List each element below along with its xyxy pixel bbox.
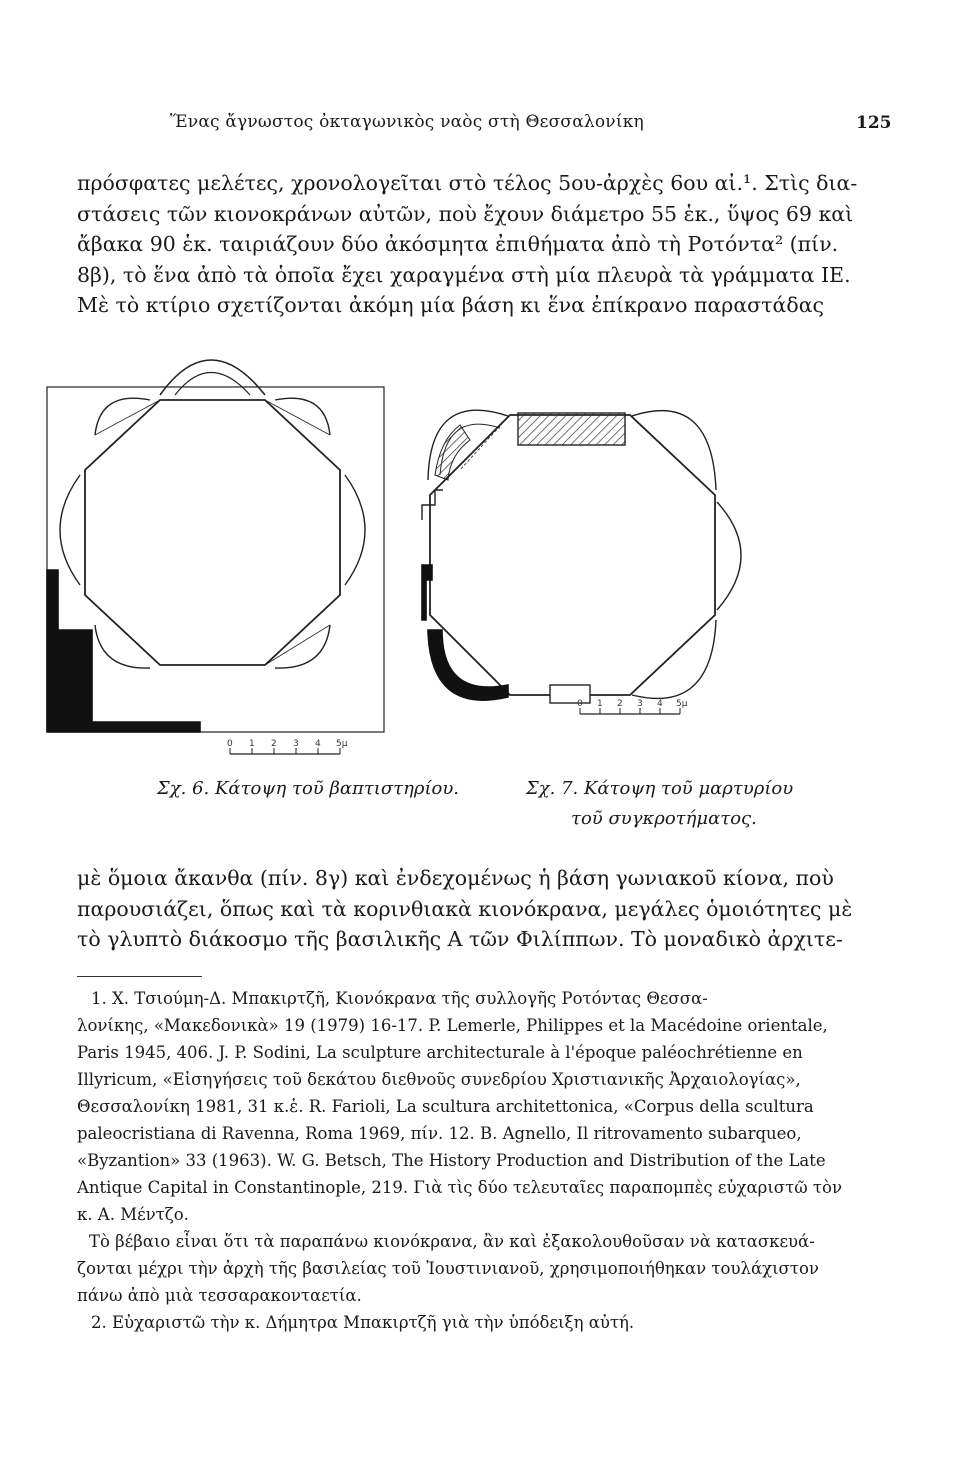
page-number: 125 <box>856 113 892 133</box>
text-line: παρουσιάζει, ὅπως καὶ τὰ κορινθιακὰ κιονόκρανα, μεγάλες ὁμοιότητες μὲ <box>77 896 853 921</box>
scale-tick-label: 2 <box>617 699 623 709</box>
footnote-line: κ. Α. Μέντζο. <box>77 1205 189 1224</box>
baptistery-apse-north-inner <box>175 373 250 396</box>
martyrium-niche-e <box>717 502 741 610</box>
text-line: μὲ ὅμοια ἄκανθα (πίν. 8γ) καὶ ἐνδεχομένως ἡ βάση γωνιακοῦ κίονα, ποὺ <box>77 866 834 890</box>
footnote-line: Θεσσαλονίκη 1981, 31 κ.ἑ. R. Farioli, La scultura architettonica, «Corpus della scultura <box>77 1097 814 1116</box>
martyrium-octagon-interior <box>430 415 715 695</box>
baptistery-apse-north <box>160 360 265 395</box>
baptistery-plan <box>47 360 384 732</box>
text-line: Μὲ τὸ κτίριο σχετίζονται ἀκόμη μία βάση κι ἕνα ἐπίκρανο παραστάδας <box>77 293 825 317</box>
footnotes <box>77 985 885 1336</box>
footnote-line: Illyricum, «Εἰσηγήσεις τοῦ δεκάτου διεθνοῦς συνεδρίου Χριστιανικῆς Ἀρχαιολογίας», <box>77 1070 801 1089</box>
baptistery-niche-w <box>60 475 80 585</box>
footnote-line: 1. Χ. Τσιούμη-Δ. Μπακιρτζῆ, Κιονόκρανα τῆς συλλογῆς Ροτόντας Θεσσα- <box>91 989 708 1008</box>
martyrium-south-door <box>550 685 590 703</box>
footnote-line: Τὸ βέβαιο εἶναι ὅτι τὰ παραπάνω κιονόκρανα, ἂν καὶ ἐξακολουθοῦσαν νὰ κατασκευά- <box>89 1232 815 1251</box>
floor-plans-svg <box>40 330 940 850</box>
text-line: πρόσφατες μελέτες, χρονολογεῖται στὸ τέλος 5ου-ἀρχὲς 6ου αἰ.¹. Στὶς δια- <box>77 171 858 195</box>
text-line: ἄβακα 90 ἑκ. ταιριάζουν δύο ἀκόσμητα ἐπιθήματα ἀπὸ τὴ Ροτόντα² (πίν. <box>77 232 839 256</box>
text-line: στάσεις τῶν κιονοκράνων αὐτῶν, ποὺ ἔχουν διάμετρο 55 ἑκ., ὕψος 69 καὶ <box>77 201 854 226</box>
scale-tick-label: 5μ <box>336 739 348 749</box>
scale-tick-label: 5μ <box>676 699 688 709</box>
running-head: Ἕνας ἄγνωστος ὀκταγωνικὸς ναὸς στὴ Θεσσαλονίκη <box>170 112 644 132</box>
footnote-separator <box>77 976 202 977</box>
body-paragraph-top <box>77 168 885 321</box>
scale-tick-label: 4 <box>315 739 321 749</box>
baptistery-niche-e <box>345 475 365 585</box>
floor-plan-figure <box>40 330 940 850</box>
baptistery-octagon-interior <box>85 400 340 665</box>
scale-tick-label: 3 <box>293 739 299 749</box>
scale-tick-label: 0 <box>227 739 233 749</box>
martyrium-scale-bar <box>577 699 688 714</box>
text-line: τὸ γλυπτὸ διάκοσμο τῆς βασιλικῆς Α τῶν Φιλίππων. Τὸ μοναδικὸ ἀρχιτε- <box>77 927 843 951</box>
footnote-line: paleocristiana di Ravenna, Roma 1969, πίν. 12. B. Agnello, Il ritrovamento subarqueo, <box>77 1124 802 1143</box>
scale-tick-label: 0 <box>577 699 583 709</box>
footnote-line: πάνω ἀπὸ μιὰ τεσσαρακονταετία. <box>77 1286 362 1305</box>
figure-caption-right-continued: τοῦ συγκροτήματος. <box>571 808 757 829</box>
scale-tick-label: 4 <box>657 699 663 709</box>
body-paragraph-bottom <box>77 863 885 955</box>
footnote-line: 2. Εὐχαριστῶ τὴν κ. Δήμητρα Μπακιρτζῆ γιὰ τὴν ὑπόδειξη αὐτή. <box>91 1313 635 1332</box>
footnote-line: Antique Capital in Constantinople, 219. Γιὰ τὶς δύο τελευταῖες παραπομπὲς εὐχαριστῶ τὸν <box>77 1178 842 1197</box>
figure-caption-right: Σχ. 7. Κάτοψη τοῦ μαρτυρίου <box>526 778 794 799</box>
footnote-line: «Byzantion» 33 (1963). W. G. Betsch, The History Production and Distribution of the Late <box>77 1151 826 1170</box>
footnote-line: ζονται μέχρι τὴν ἀρχὴ τῆς βασιλείας τοῦ Ἰουστινιανοῦ, χρησιμοποιήθηκαν τουλάχιστον <box>77 1259 819 1278</box>
footnote-line: Paris 1945, 406. J. P. Sodini, La sculpture architecturale à l'époque paléochrétienne en <box>77 1043 803 1062</box>
martyrium-plan <box>422 410 741 703</box>
scale-tick-label: 1 <box>249 739 255 749</box>
text-line: 8β), τὸ ἕνα ἀπὸ τὰ ὁποῖα ἔχει χαραγμένα στὴ μία πλευρὰ τὰ γράμματα ΙΕ. <box>77 262 851 287</box>
figure-caption-left: Σχ. 6. Κάτοψη τοῦ βαπτιστηρίου. <box>157 778 460 799</box>
scale-tick-label: 3 <box>637 699 643 709</box>
footnote-line: λονίκης, «Μακεδονικὰ» 19 (1979) 16-17. P. Lemerle, Philippes et la Macédoine orientale, <box>77 1016 828 1035</box>
martyrium-hatched-apse-top <box>518 413 625 445</box>
scale-tick-label: 2 <box>271 739 277 749</box>
baptistery-scale-bar <box>227 739 348 754</box>
scale-tick-label: 1 <box>597 699 603 709</box>
